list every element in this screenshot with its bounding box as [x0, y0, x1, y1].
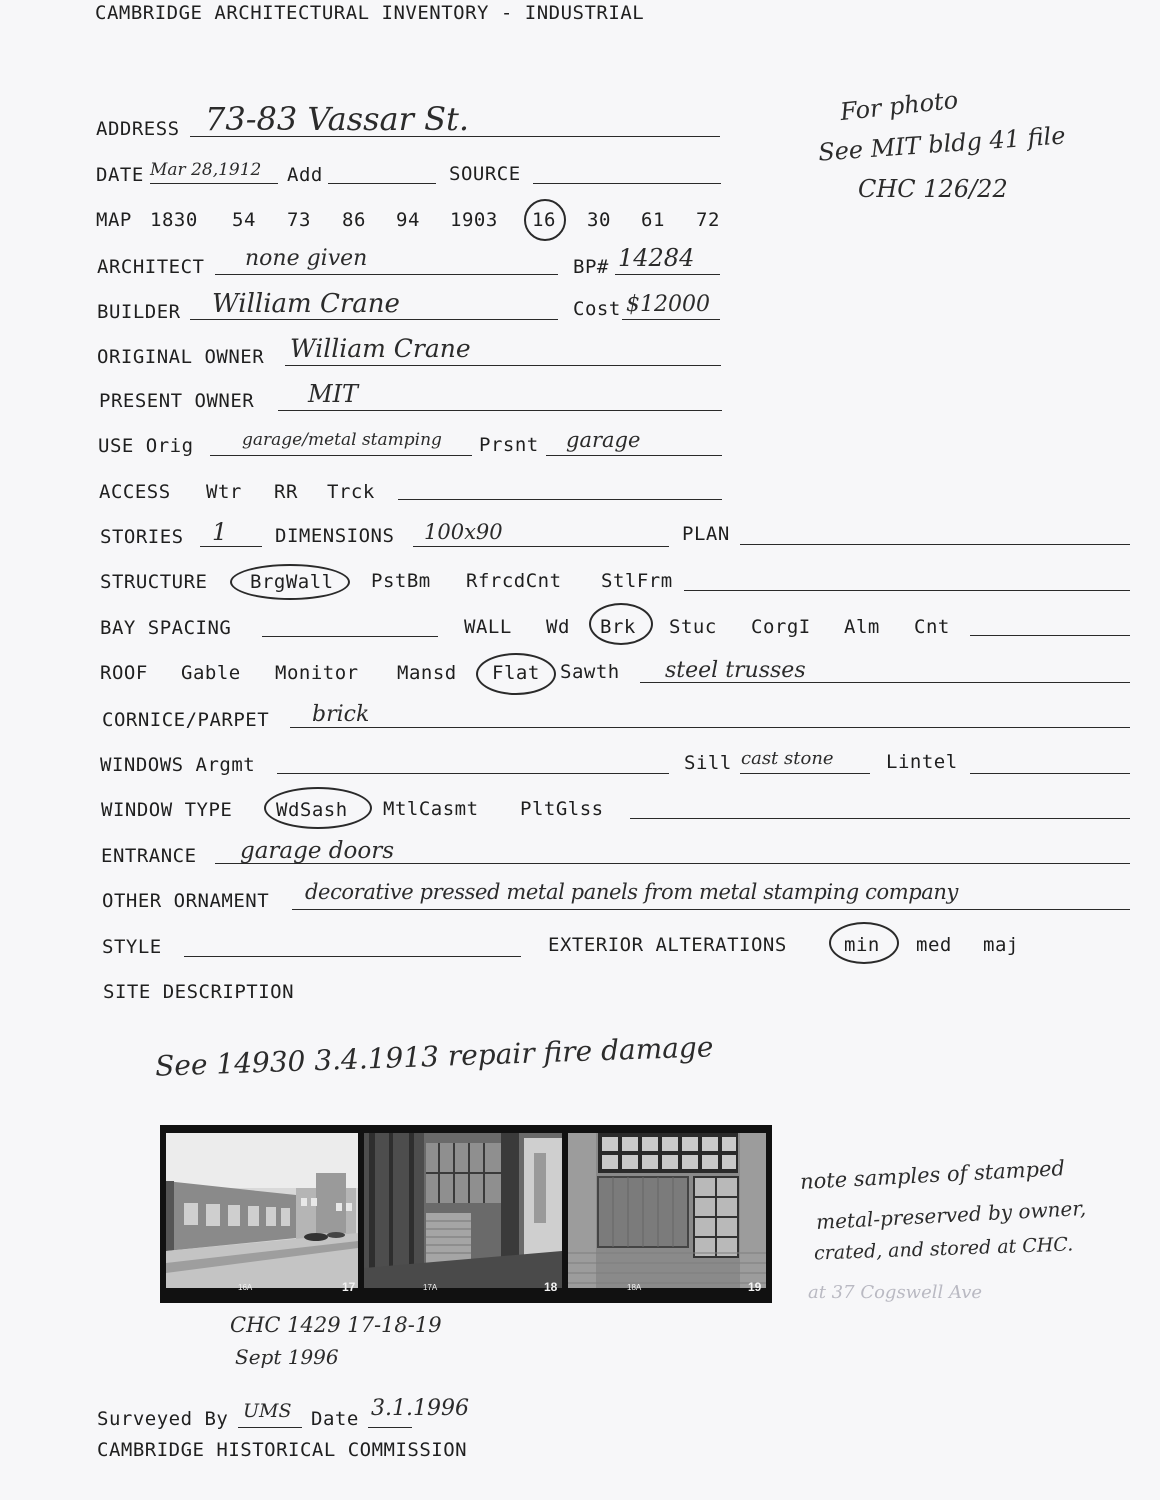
access-option: RR — [274, 481, 298, 503]
original-owner-value: William Crane — [290, 334, 471, 363]
map-year: 72 — [696, 209, 720, 231]
cost-label: Cost — [573, 298, 621, 320]
architect-line — [215, 274, 558, 275]
entrance-label: ENTRANCE — [101, 845, 197, 867]
site-description-label: SITE DESCRIPTION — [103, 981, 295, 1003]
structure-option: PstBm — [371, 570, 431, 592]
side-note-line1: note samples of stamped — [799, 1156, 1066, 1194]
wall-option: Wd — [546, 616, 570, 638]
map-label: MAP — [96, 209, 132, 231]
structure-option: StlFrm — [601, 570, 673, 592]
map-year: 1830 — [150, 209, 198, 231]
film-edge-code: 17A — [423, 1283, 438, 1292]
address-label: ADDRESS — [96, 118, 180, 140]
original-owner-label: ORIGINAL OWNER — [97, 346, 265, 368]
use-orig-line — [210, 455, 472, 456]
map-year-selected: 16 — [532, 209, 556, 231]
architect-label: ARCHITECT — [97, 256, 205, 278]
cornice-label: CORNICE/PARPET — [102, 709, 270, 731]
roof-extra-value: steel trusses — [665, 658, 806, 683]
side-note-line2: metal-preserved by owner, — [815, 1195, 1087, 1235]
use-orig-label: USE Orig — [98, 435, 194, 457]
stories-value: 1 — [212, 518, 228, 546]
map-year: 73 — [287, 209, 311, 231]
use-orig-value: garage/metal stamping — [242, 430, 442, 450]
add-line — [328, 183, 436, 184]
date-line — [150, 183, 278, 184]
lintel-line — [970, 773, 1130, 774]
add-label: Add — [287, 164, 323, 186]
alteration-option-selected: min — [844, 934, 880, 956]
roof-circle — [476, 653, 556, 695]
roof-option: Gable — [181, 662, 241, 684]
window-type-option: PltGlss — [520, 798, 604, 820]
present-owner-label: PRESENT OWNER — [99, 390, 255, 412]
film-frame-number: 17 — [342, 1280, 356, 1294]
map-year: 54 — [232, 209, 256, 231]
other-ornament-value: decorative pressed metal panels from metal stamping company — [305, 880, 958, 904]
wall-option-selected: Brk — [600, 616, 636, 638]
cornice-line — [290, 727, 1130, 728]
surveyed-by-label: Surveyed By — [97, 1408, 229, 1430]
architect-value: none given — [245, 246, 368, 271]
source-label: SOURCE — [449, 163, 521, 185]
access-option: Trck — [327, 481, 375, 503]
present-owner-line — [278, 410, 722, 411]
building-photo-2 — [364, 1133, 562, 1288]
window-type-label: WINDOW TYPE — [101, 799, 233, 821]
wall-option: Stuc — [669, 616, 717, 638]
window-type-circle — [264, 787, 372, 829]
source-line — [533, 183, 721, 184]
map-year: 61 — [641, 209, 665, 231]
map-year: 94 — [396, 209, 420, 231]
window-type-option-selected: WdSash — [276, 799, 348, 821]
dimensions-value: 100x90 — [424, 520, 503, 544]
site-description-note: See 14930 3.4.1913 repair fire damage — [154, 1030, 714, 1083]
wall-circle — [589, 603, 653, 645]
roof-option-selected: Flat — [492, 662, 540, 684]
structure-line — [684, 590, 1130, 591]
dimensions-label: DIMENSIONS — [275, 525, 395, 547]
style-label: STYLE — [102, 936, 162, 958]
access-line — [398, 499, 722, 500]
photo-note-line3: CHC 126/22 — [858, 175, 1008, 203]
use-present-label: Prsnt — [479, 434, 539, 456]
stories-line — [200, 546, 262, 547]
form-header: CAMBRIDGE ARCHITECTURAL INVENTORY - INDUSTRIAL — [95, 2, 645, 24]
lintel-label: Lintel — [886, 751, 958, 773]
roof-option: Monitor — [275, 662, 359, 684]
structure-label: STRUCTURE — [100, 571, 208, 593]
address-value: 73-83 Vassar St. — [205, 100, 470, 138]
access-label: ACCESS — [99, 481, 171, 503]
alteration-circle — [829, 922, 899, 964]
building-photo-1 — [166, 1133, 358, 1288]
cost-value: $12000 — [626, 292, 710, 317]
plan-line — [740, 544, 1130, 545]
structure-option: RfrcdCnt — [466, 570, 562, 592]
sill-label: Sill — [684, 752, 732, 774]
film-edge-code: 18A — [627, 1283, 642, 1292]
bay-spacing-line — [262, 636, 438, 637]
exterior-alterations-label: EXTERIOR ALTERATIONS — [548, 934, 787, 956]
map-year: 86 — [342, 209, 366, 231]
film-edge-code: 16A — [238, 1283, 253, 1292]
photo-note-line2: See MIT bldg 41 file — [817, 121, 1067, 167]
date-value: Mar 28,1912 — [150, 160, 262, 180]
builder-label: BUILDER — [97, 301, 181, 323]
entrance-value: garage doors — [240, 838, 395, 864]
windows-argmt-line — [277, 773, 669, 774]
plan-label: PLAN — [682, 523, 730, 545]
present-owner-value: MIT — [308, 380, 359, 408]
bay-spacing-label: BAY SPACING — [100, 617, 232, 639]
cost-line — [622, 319, 720, 320]
bp-label: BP# — [573, 256, 609, 278]
map-year-circle — [524, 199, 566, 241]
access-option: Wtr — [206, 481, 242, 503]
wall-option: Cnt — [914, 616, 950, 638]
wall-option: CorgI — [751, 616, 811, 638]
side-note-line4: at 37 Cogswell Ave — [808, 1282, 983, 1303]
alteration-option: maj — [983, 934, 1019, 956]
survey-date-value: 3.1.1996 — [371, 1396, 469, 1421]
roof-label: ROOF — [100, 662, 148, 684]
contact-sheet-photos — [160, 1125, 772, 1303]
map-year: 30 — [587, 209, 611, 231]
dimensions-line — [413, 546, 669, 547]
original-owner-line — [285, 365, 721, 366]
surveyor-value: UMS — [243, 1400, 292, 1422]
sill-line — [740, 773, 870, 774]
sill-value: cast stone — [741, 748, 834, 769]
surveyed-by-line — [238, 1427, 302, 1428]
film-frame-number: 18 — [544, 1280, 558, 1294]
side-note-line3: crated, and stored at CHC. — [813, 1233, 1074, 1265]
window-type-line — [630, 818, 1130, 819]
wall-option: Alm — [844, 616, 880, 638]
photo-reference-line2: Sept 1996 — [235, 1345, 339, 1369]
alteration-option: med — [916, 934, 952, 956]
cornice-value: brick — [312, 702, 370, 727]
footer-commission: CAMBRIDGE HISTORICAL COMMISSION — [97, 1439, 468, 1461]
windows-argmt-label: WINDOWS Argmt — [100, 754, 256, 776]
wall-label: WALL — [464, 616, 512, 638]
date-label: DATE — [96, 164, 144, 186]
bp-value: 14284 — [618, 244, 695, 272]
photo-note-line1: For photo — [838, 85, 960, 127]
survey-date-label: Date — [311, 1408, 359, 1430]
other-ornament-label: OTHER ORNAMENT — [102, 890, 270, 912]
builder-value: William Crane — [212, 289, 400, 319]
map-year: 1903 — [450, 209, 498, 231]
film-frame-number: 19 — [748, 1280, 762, 1294]
roof-option: Mansd — [397, 662, 457, 684]
window-type-option: MtlCasmt — [383, 798, 479, 820]
use-present-value: garage — [566, 428, 641, 452]
builder-line — [190, 319, 558, 320]
wall-line — [970, 635, 1130, 636]
other-ornament-line — [292, 909, 1130, 910]
roof-option: Sawth — [560, 661, 620, 683]
structure-circle — [230, 564, 350, 600]
stories-label: STORIES — [100, 526, 184, 548]
survey-date-line — [368, 1427, 412, 1428]
photo-reference-line1: CHC 1429 17-18-19 — [230, 1313, 442, 1337]
bp-line — [615, 274, 720, 275]
style-line — [184, 956, 521, 957]
building-photo-3 — [568, 1133, 766, 1288]
use-present-line — [546, 455, 722, 456]
structure-option-selected: BrgWall — [250, 571, 334, 593]
